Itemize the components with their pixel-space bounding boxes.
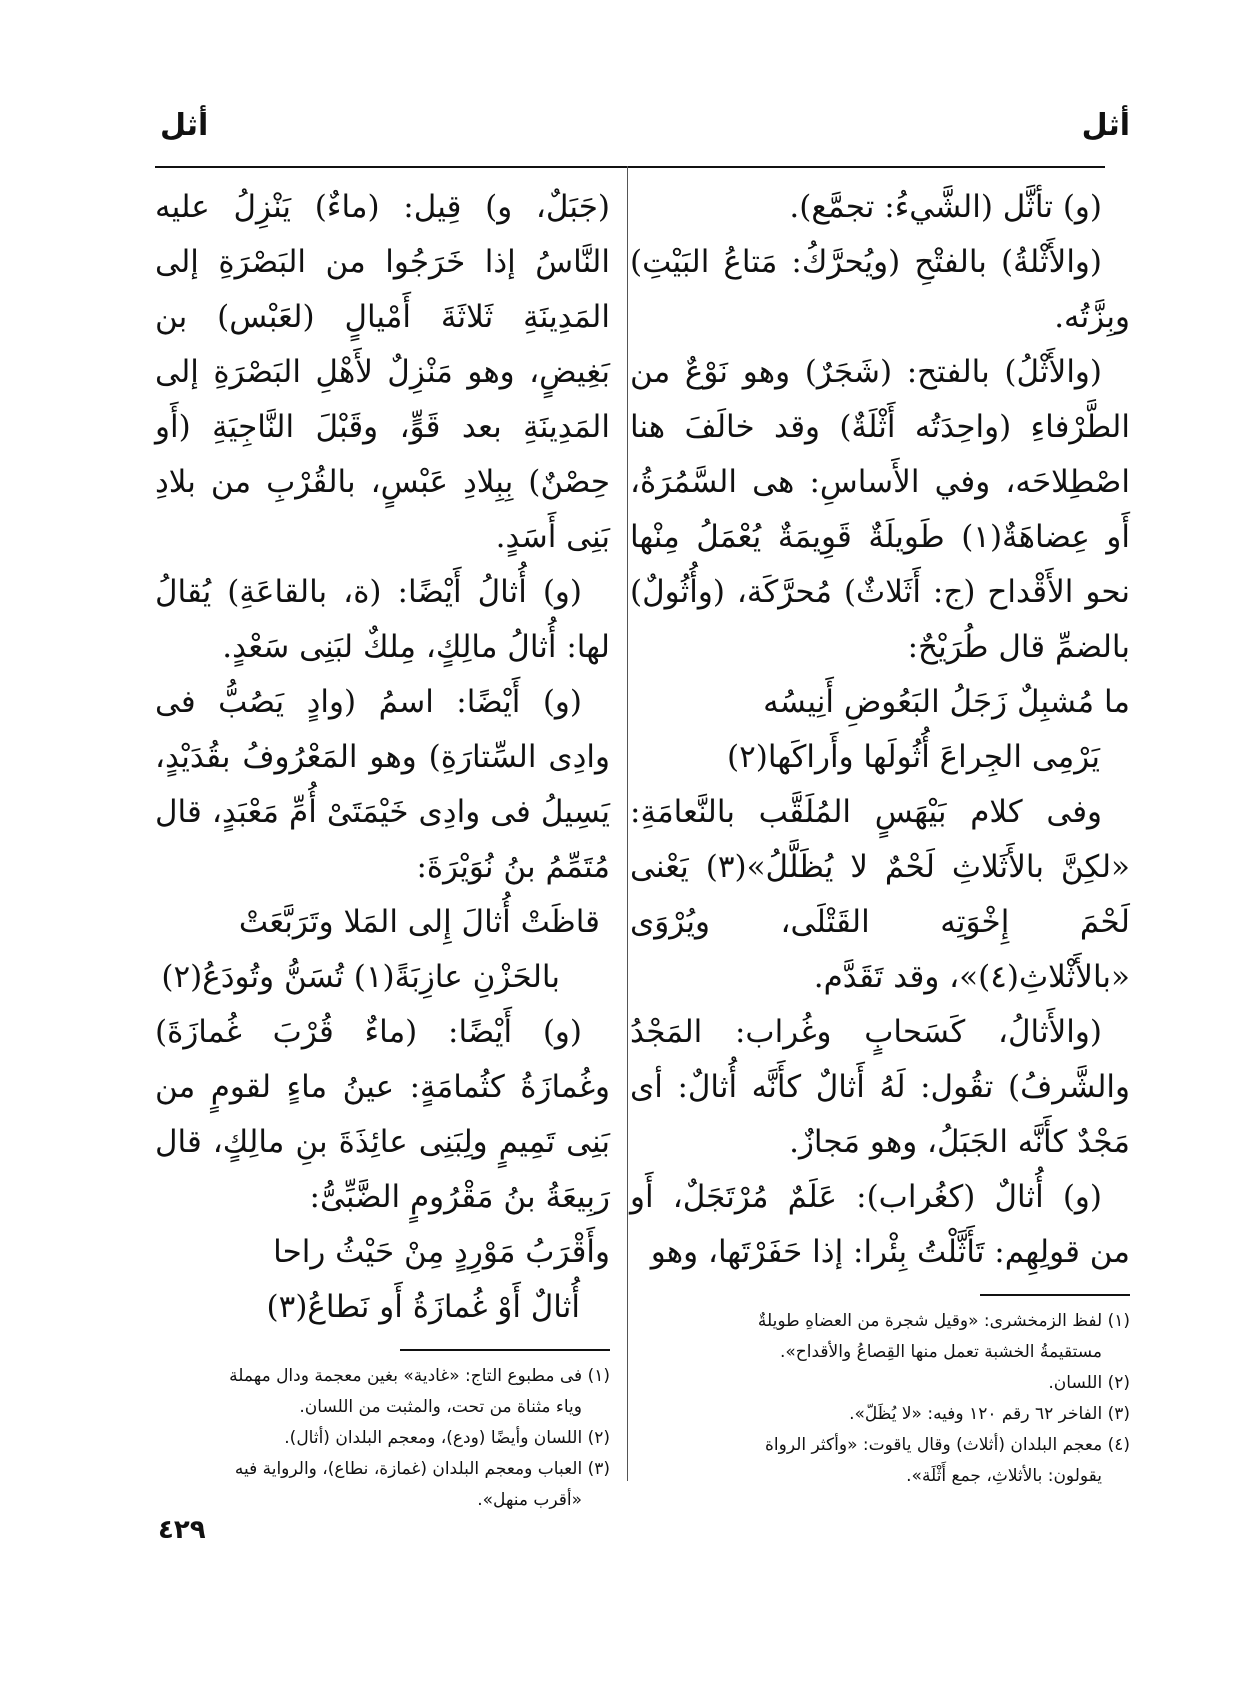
footnote	[630, 1399, 1130, 1430]
footnote	[630, 1306, 1130, 1368]
verse-line: بالحَزْنِ عازِبَةً(١) تُسَنُّ وتُودَعُ(٢)	[161, 959, 560, 995]
right-column	[630, 180, 1130, 1492]
left-column	[155, 180, 610, 1516]
footnote-text: مستقيمةُ الخشبة تعمل منها القِصاعُ والأقداح».	[779, 1342, 1102, 1362]
paragraph: (والأَثْلةُ) بالفتْحِ (ويُحرَّكُ: مَتاعُ البَيْتِ) وبِزَّتُه.	[630, 244, 1130, 335]
paragraph: (جَبَلٌ، و) قِيل: (ماءٌ) يَنْزِلُ عليه النَّاسُ إذا خَرَجُوا من البَصْرَةِ إلى المَدِينَةِ ثَلاثَةَ أَمْيالٍ (لعَبْس) بن بَغِيضٍ، وهو مَنْزِلٌ لأَهْلِ البَصْرَةِ إلى المَدِينَةِ بعد قَوٍّ، وقَبْلَ النَّاجِيَةِ (أَو حِصْنٌ) بِبِلادِ عَبْسٍ، بالقُرْبِ من بلادِ بَنِى أَسَدٍ.	[155, 189, 610, 555]
paragraph: (و) تأثَّل (الشَّيءُ: تجمَّع).	[789, 189, 1102, 225]
footnote-text: (١) فى مطبوع التاج: «غادية» بغين معجمة ودال مهملة	[229, 1366, 610, 1386]
footnote-text: «أقرب منهل».	[477, 1490, 582, 1510]
footnote-text: (٤) معجم البلدان (أثلاث) وقال ياقوت: «وأكثر الرواة	[765, 1435, 1130, 1455]
footnote	[630, 1368, 1130, 1399]
footnote	[630, 1430, 1130, 1492]
footnote-rule	[980, 1294, 1130, 1296]
header-entry-word-left: أثل	[160, 108, 209, 143]
paragraph: (و) أُثالُ أَيْضًا: (ة، بالقاعَةِ) يُقالُ لها: أُثالُ مالِكٍ، مِلكٌ لبَنِى سَعْدٍ.	[155, 574, 610, 665]
footnote-text: (٣) الفاخر ٦٢ رقم ١٢٠ وفيه: «لا يُظَلّ».	[849, 1404, 1130, 1424]
verse-line: ما مُشبِلٌ زَجَلُ البَعُوضِ أَنِيسُه	[763, 684, 1130, 720]
header-rule	[155, 166, 1105, 168]
footnote	[155, 1361, 610, 1423]
paragraph: (و) أُثالٌ (كغُراب): عَلَمٌ مُرْتَجَلٌ، أَو من قولِهِم: تَأَثَّلْتُ بِئْرا: إذا حَفَرْتَها، وهو	[630, 1179, 1130, 1270]
paragraph: (والأَثالُ، كَسَحابٍ وغُراب: المَجْدُ والشَّرفُ) تقُول: لَهُ أَثالٌ كأَنَّه أُثالٌ: أى مَجْدٌ كأَنَّه الجَبَلُ، وهو مَجازٌ.	[630, 1014, 1130, 1160]
footnote	[155, 1454, 610, 1516]
verse-line: وأَقْرَبُ مَوْرِدٍ مِنْ حَيْثُ راحا	[273, 1234, 610, 1270]
page-number: ٤٢٩	[158, 1515, 206, 1545]
column-divider	[627, 166, 628, 1481]
footnote-rule	[400, 1349, 610, 1351]
footnote-text: (٢) اللسان.	[1048, 1373, 1130, 1393]
header-entry-word-right: أثل	[1081, 108, 1130, 143]
footnote-text: (٢) اللسان وأيضًا (ودع)، ومعجم البلدان (أثال).	[284, 1428, 610, 1448]
paragraph: (و) أَيْضًا: اسمُ (وادٍ يَصُبُّ فى وادِى السِّتارَةِ) وهو المَعْرُوفُ بقُدَيْدٍ، يَسِيلُ فى وادِى خَيْمَتَىْ أُمِّ مَعْبَدٍ، قال مُتَمِّمُ بنُ نُوَيْرَةَ:	[155, 684, 610, 885]
footnote-text: يقولون: بالأثلاثِ، جمع أَثْلَة».	[906, 1466, 1102, 1486]
verse-line: أُثالٌ أَوْ غُمازَةُ أَو نَطاعُ(٣)	[266, 1289, 580, 1325]
footnote-text: (١) لفظ الزمخشرى: «وقيل شجرة من العضاهِ طويلةٌ	[757, 1311, 1130, 1331]
paragraph: وفى كلام بَيْهَسٍ المُلَقَّب بالنَّعامَةِ: «لكِنَّ بالأَثَلاثِ لَحْمٌ لا يُظَلَّلُ»(٣) يَعْنى لَحْمَ إِخْوَتِه القَتْلَى، ويُرْوَى «بالأَثْلاثِ(٤)»، وقد تَقَدَّم.	[630, 794, 1131, 995]
verse-line: يَرْمِى الجِراعَ أُثُولَها وأَراكَها(٢)	[727, 739, 1100, 775]
footnote-text: وياء مثناة من تحت، والمثبت من اللسان.	[299, 1397, 582, 1417]
footnote	[155, 1423, 610, 1454]
verse-line: قاظَتْ أُثالَ إِلى المَلا وتَرَبَّعَتْ	[238, 904, 600, 940]
footnote-text: (٣) العباب ومعجم البلدان (غمازة، نطاع)، والرواية فيه	[234, 1459, 610, 1479]
paragraph: (والأَثْلُ) بالفتح: (شَجَرٌ) وهو نَوْعٌ من الطَّرْفاءِ (واحِدَتُه أَثْلَةٌ) وقد خالَفَ هنا اصْطِلاحَه، وفي الأَساسِ: هى السَّمُرَةُ، أَو عِضاهَةٌ(١) طَويلَةٌ قَوِيمَةٌ يُعْمَلُ مِنْها نحو الأَقْداح (ج: أَثَلاثٌ) مُحرَّكَة، (وأُثُولٌ) بالضمِّ قال طُرَيْحٌ:	[630, 354, 1131, 665]
paragraph: (و) أَيْضًا: (ماءٌ قُرْبَ غُمازَةَ) وغُمازَةُ كثُمامَةٍ: عينُ ماءٍ لقومٍ من بَنِى تَمِيمٍ ولِبَنِى عائِذَةَ بنِ مالِكٍ، قال رَبِيعَةُ بنُ مَقْرُومٍ الضَّبِّىُّ:	[155, 1014, 610, 1215]
